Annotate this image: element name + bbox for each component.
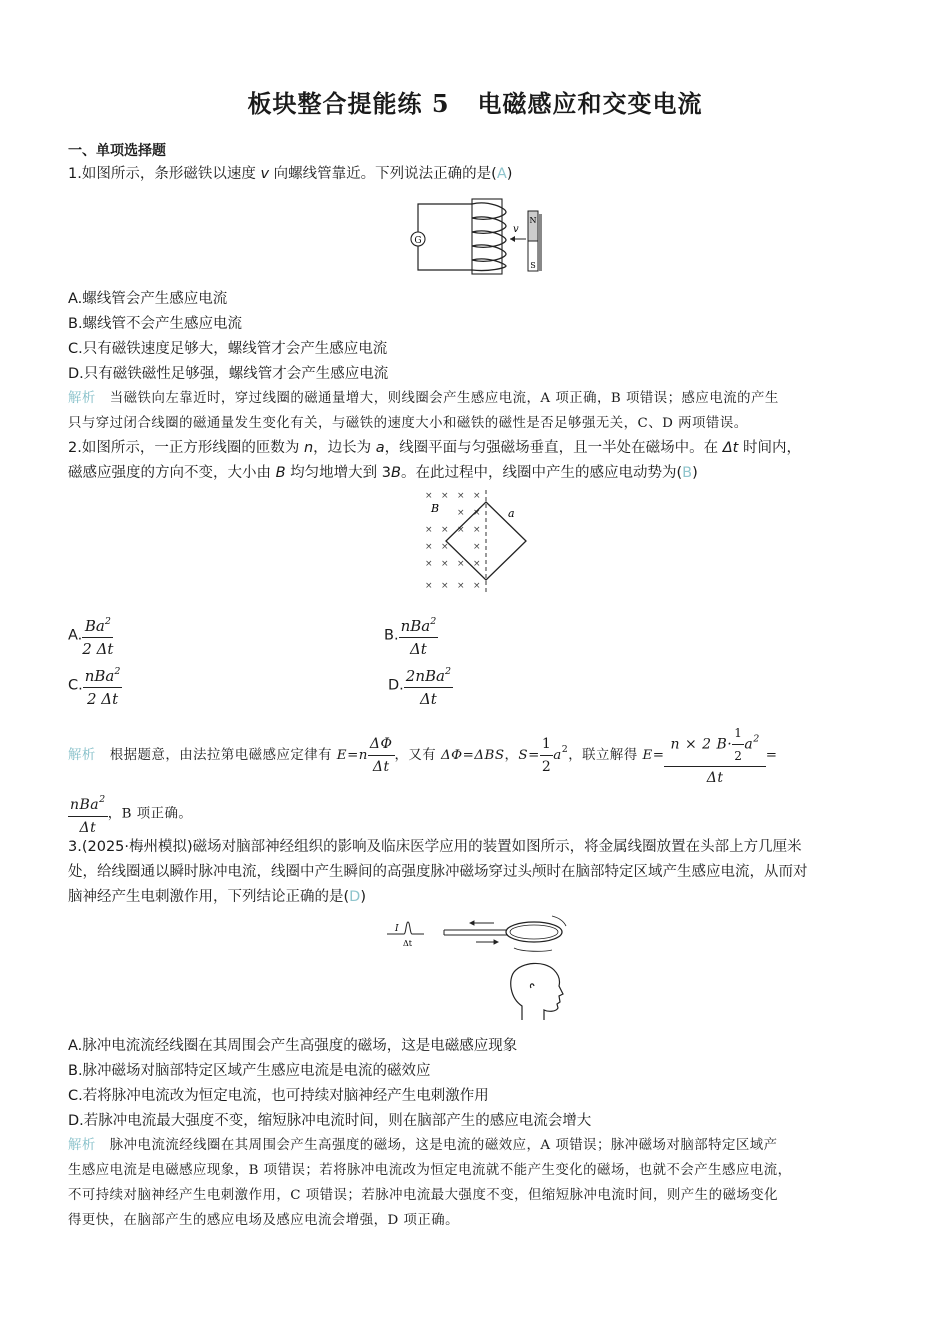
q2-answer: B bbox=[682, 465, 693, 481]
q3-stem: 3.(2025·梅州模拟)磁场对脑部神经组织的影响及临床医学应用的装置如图所示，将金属线圈放置在头部上方几厘米 处，给线圈通以瞬时脉冲电流，线圈中产生瞬间的高强度脉冲磁场穿过头颅时在脑部特定区域产生感应电流，从而对 脑神经产生电刺激作用，下列结论正确的是(D) bbox=[68, 839, 808, 905]
svg-text:×: × bbox=[473, 508, 481, 518]
page-title bbox=[0, 84, 950, 119]
svg-text:×: × bbox=[441, 525, 449, 535]
q1-figure-solenoid bbox=[406, 196, 556, 276]
velocity-label: v bbox=[513, 224, 519, 235]
svg-text:×: × bbox=[425, 559, 433, 569]
q1-explanation: 解析 当磁铁向左靠近时，穿过线圈的磁通量增大，则线圈会产生感应电流，A 项正确，B 项错误；感应电流的产生 只与穿过闭合线圈的磁通量发生变化有关，与磁铁的速度大小和磁铁的磁性是否足够强无关，C、D 两项错误。 bbox=[68, 391, 779, 431]
bar-magnet-icon bbox=[528, 211, 542, 271]
galvanometer-label: G bbox=[414, 236, 422, 246]
q2-option-c[interactable]: C. $\frac{nBa^2}{2 \Delta t}$ bbox=[68, 662, 122, 709]
svg-text:×: × bbox=[473, 581, 481, 591]
q2-option-a[interactable]: A. $\frac{Ba^2}{2 \Delta t}$ bbox=[68, 612, 113, 659]
q1-option-d[interactable]: D.只有磁铁磁性足够强，螺线管才会产生感应电流 bbox=[68, 366, 389, 382]
q1-option-a[interactable]: A.螺线管会产生感应电流 bbox=[68, 291, 228, 307]
q3-option-d[interactable]: D.若脉冲电流最大强度不变，缩短脉冲电流时间，则在脑部产生的感应电流会增大 bbox=[68, 1113, 592, 1129]
svg-text:×: × bbox=[425, 542, 433, 552]
svg-text:×: × bbox=[473, 525, 481, 535]
svg-text:×: × bbox=[441, 559, 449, 569]
svg-text:×: × bbox=[473, 559, 481, 569]
q3-explanation: 解析 脉冲电流流经线圈在其周围会产生高强度的磁场，这是电流的磁效应，A 项错误；脉冲磁场对脑部特定区域产 生感应电流是电磁感应现象，B 项错误；若将脉冲电流改为恒定电流就不能产生变化的磁场，也就不会产生感应电流， 不可持续对脑神经产生电刺激作用，C 项错误；若脉冲电流最大强度不变，但缩短脉冲电流时间，则产生的磁场变化 得更快，在脑部产生的感应电场及感应电流会增强，D 项正确。 bbox=[68, 1138, 792, 1228]
svg-text:×: × bbox=[441, 491, 449, 501]
q2-explanation: 解析 根据题意，由法拉第电磁感应定律有 E=n $\frac{\Delta\Phi}{\Delta t}$ ，又有 ΔΦ=ΔBS，S= $\frac{1}{2}$ $a^2$，联立解得 E= n × 2 B· $\frac{1}{2}$ $a^2$ Δt = bbox=[68, 723, 888, 788]
q3-option-c[interactable]: C.若将脉冲电流改为恒定电流，也可持续对脑神经产生电刺激作用 bbox=[68, 1088, 489, 1104]
pulse-graph-icon bbox=[387, 922, 424, 934]
q1-expl-tag: 解析 bbox=[68, 391, 96, 406]
svg-text:×: × bbox=[457, 508, 465, 518]
side-length-label: a bbox=[508, 507, 515, 520]
head-icon bbox=[511, 963, 563, 1020]
current-arrows bbox=[470, 916, 566, 951]
svg-text:×: × bbox=[457, 559, 465, 569]
field-label: B bbox=[431, 502, 440, 515]
q1-answer: A bbox=[496, 166, 507, 182]
current-label: I bbox=[395, 924, 399, 934]
svg-text:×: × bbox=[473, 491, 481, 501]
title-main: 板块整合提能练 5 bbox=[247, 89, 450, 118]
coil-handle bbox=[444, 930, 508, 935]
q1-option-c[interactable]: C.只有磁铁速度足够大，螺线管才会产生感应电流 bbox=[68, 341, 388, 357]
q3-option-a[interactable]: A.脉冲电流流经线圈在其周围会产生高强度的磁场，这是电磁感应现象 bbox=[68, 1038, 518, 1054]
svg-text:×: × bbox=[425, 491, 433, 501]
svg-text:×: × bbox=[441, 542, 449, 552]
svg-text:×: × bbox=[425, 581, 433, 591]
svg-text:×: × bbox=[457, 525, 465, 535]
title-sub: 电磁感应和交变电流 bbox=[477, 89, 703, 118]
q2-explanation-end: $\frac{nBa^2}{\Delta t}$ ，B 项正确。 bbox=[68, 790, 888, 838]
q2-figure-square-loop bbox=[418, 488, 538, 594]
galvanometer-icon bbox=[411, 232, 425, 246]
q2-stem: 2.如图所示，一正方形线圈的匝数为 n，边长为 a，线圈平面与匀强磁场垂直，且一半处在磁场中。在 Δt 时间内， 磁感应强度的方向不变，大小由 B 均匀地增大到 3B。在此过程中，线圈中产生的感应电动势为(B) bbox=[68, 440, 801, 481]
svg-text:×: × bbox=[457, 581, 465, 591]
svg-text:×: × bbox=[473, 542, 481, 552]
q3-option-b[interactable]: B.脉冲磁场对脑部特定区域产生感应电流是电流的磁效应 bbox=[68, 1063, 431, 1079]
q1-option-b[interactable]: B.螺线管不会产生感应电流 bbox=[68, 316, 243, 332]
q2-option-b[interactable]: B. $\frac{nBa^2}{\Delta t}$ bbox=[384, 612, 438, 659]
q1-stem: 1.如图所示，条形磁铁以速度 v 向螺线管靠近。下列说法正确的是(A) bbox=[68, 166, 513, 182]
velocity-arrow-icon bbox=[510, 236, 515, 242]
svg-text:×: × bbox=[441, 581, 449, 591]
q3-answer: D bbox=[349, 889, 361, 905]
svg-text:×: × bbox=[425, 525, 433, 535]
q3-expl-tag: 解析 bbox=[68, 1138, 96, 1153]
q2-expl-tag: 解析 bbox=[68, 748, 96, 763]
q3-figure-coil-head bbox=[384, 908, 574, 1028]
pulse-time-label: Δt bbox=[403, 939, 412, 948]
section-heading: 一、单项选择题 bbox=[68, 143, 166, 159]
north-pole-label: N bbox=[529, 216, 537, 225]
svg-text:×: × bbox=[457, 491, 465, 501]
q1-options bbox=[68, 287, 888, 387]
q3-options bbox=[68, 1034, 888, 1134]
q2-option-d[interactable]: D. $\frac{2nBa^2}{\Delta t}$ bbox=[388, 662, 453, 709]
south-pole-label: S bbox=[530, 261, 536, 270]
